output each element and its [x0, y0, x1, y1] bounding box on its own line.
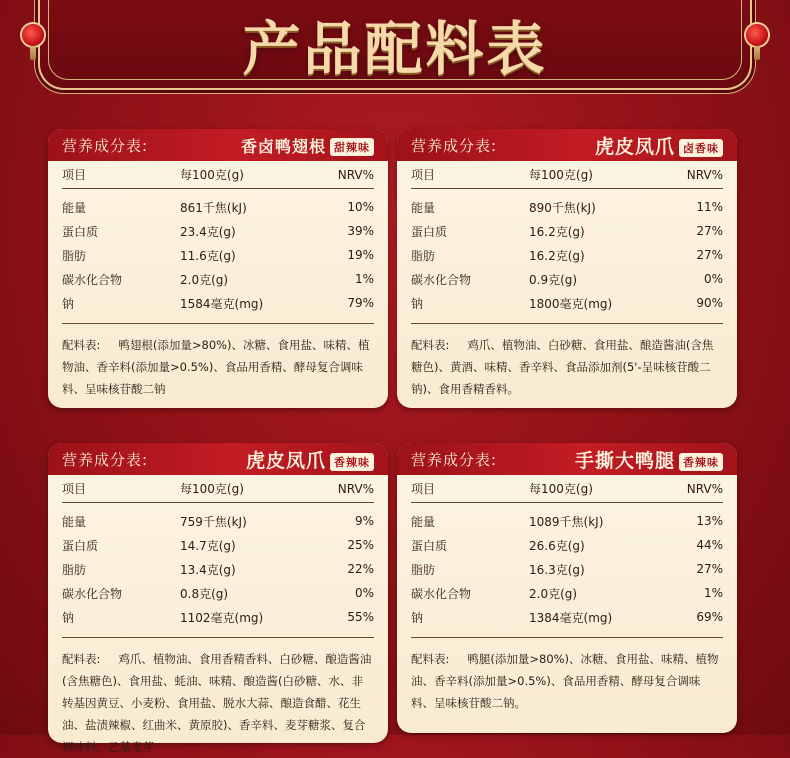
card-header: [48, 129, 388, 161]
ingredients-label: 配料表:: [411, 652, 450, 666]
nutrition-table: [397, 161, 737, 324]
nutrition-table: [397, 475, 737, 638]
ingredients-text: [397, 324, 737, 400]
col-header-nrv: NRV%: [337, 481, 374, 496]
table-header: [411, 475, 723, 503]
ingredients-text: [48, 638, 388, 758]
nutrition-table: [48, 475, 388, 638]
nutrition-card: [397, 129, 737, 408]
nutrition-table-label: 营养成分表:: [411, 450, 498, 469]
table-row: 能量 1089千焦(kJ) 13%: [411, 514, 723, 529]
nutrition-table: [48, 161, 388, 324]
table-row: 钠 1584毫克(mg) 79%: [62, 296, 374, 311]
ingredients-label: 配料表:: [62, 338, 101, 352]
flavor-badge: 甜辣味: [330, 138, 374, 156]
nutrition-table-label: 营养成分表:: [62, 136, 149, 155]
col-header-per100: 每100克(g): [180, 168, 244, 182]
table-row: 脂肪 13.4克(g) 22%: [62, 562, 374, 577]
col-header-per100: 每100克(g): [529, 168, 593, 182]
table-row: 能量 890千焦(kJ) 11%: [411, 200, 723, 215]
ingredients-list: 鸡爪、植物油、白砂糖、食用盐、酿造酱油(含焦糖色)、黄酒、味精、香辛料、食品添加剂(5'-呈味核苷酸二钠)、食用香精香料。: [411, 338, 714, 396]
table-row: 碳水化合物 2.0克(g) 1%: [411, 586, 723, 601]
table-row: 钠 1102毫克(mg) 55%: [62, 610, 374, 625]
nutrition-table-label: 营养成分表:: [411, 136, 498, 155]
table-row: 碳水化合物 0.8克(g) 0%: [62, 586, 374, 601]
card-header: [397, 129, 737, 161]
col-header-per100: 每100克(g): [529, 482, 593, 496]
ingredients-list: 鸭腿(添加量>80%)、冰糖、食用盐、味精、植物油、香辛料(添加量>0.5%)、食品用香精、酵母复合调味料、呈味核苷酸二钠。: [411, 652, 719, 710]
col-header-item: 项目: [62, 168, 87, 182]
ingredients-text: [397, 638, 737, 714]
col-header-per100: 每100克(g): [180, 482, 244, 496]
nutrition-card: [48, 129, 388, 408]
card-header: [397, 443, 737, 475]
table-row: 碳水化合物 2.0克(g) 1%: [62, 272, 374, 287]
nutrition-card: [397, 443, 737, 733]
product-name: 香卤鸭翅根 甜辣味: [241, 134, 374, 157]
ingredients-label: 配料表:: [62, 652, 101, 666]
table-header: [62, 161, 374, 189]
page-title: 产品配料表: [242, 15, 548, 83]
flavor-badge: 卤香味: [679, 139, 723, 157]
table-row: 蛋白质 16.2克(g) 27%: [411, 224, 723, 239]
ingredients-label: 配料表:: [411, 338, 450, 352]
col-header-nrv: NRV%: [686, 481, 723, 496]
card-header: [48, 443, 388, 475]
table-row: 能量 861千焦(kJ) 10%: [62, 200, 374, 215]
product-name: 虎皮凤爪 香辣味: [246, 446, 374, 473]
table-row: 钠 1800毫克(mg) 90%: [411, 296, 723, 311]
table-row: 蛋白质 26.6克(g) 44%: [411, 538, 723, 553]
col-header-item: 项目: [411, 482, 436, 496]
table-row: 蛋白质 23.4克(g) 39%: [62, 224, 374, 239]
ingredients-list: 鸡爪、植物油、食用香精香料、白砂糖、酿造酱油(含焦糖色)、食用盐、蚝油、味精、酿造酱(白砂糖、水、非转基因黄豆、小麦粉、食用盐、脱水大蒜、酿造食醋、花生油、盐渍辣椒、红曲米、黄原胶)、香辛料、麦芽糖浆、复合调味料、乙基麦芽: [62, 652, 372, 754]
col-header-item: 项目: [62, 482, 87, 496]
table-row: 碳水化合物 0.9克(g) 0%: [411, 272, 723, 287]
nutrition-table-label: 营养成分表:: [62, 450, 149, 469]
table-row: 脂肪 11.6克(g) 19%: [62, 248, 374, 263]
flavor-badge: 香辣味: [330, 453, 374, 471]
table-row: 钠 1384毫克(mg) 69%: [411, 610, 723, 625]
table-header: [411, 161, 723, 189]
chinese-knot-icon: [22, 24, 44, 46]
col-header-nrv: NRV%: [686, 167, 723, 182]
col-header-item: 项目: [411, 168, 436, 182]
product-name: 虎皮凤爪 卤香味: [595, 132, 723, 159]
table-row: 能量 759千焦(kJ) 9%: [62, 514, 374, 529]
table-row: 脂肪 16.2克(g) 27%: [411, 248, 723, 263]
ingredients-list: 鸭翅根(添加量>80%)、冰糖、食用盐、味精、植物油、香辛料(添加量>0.5%)、食品用香精、酵母复合调味料、呈味核苷酸二钠: [62, 338, 370, 396]
table-row: 脂肪 16.3克(g) 27%: [411, 562, 723, 577]
product-name: 手撕大鸭腿 香辣味: [575, 446, 723, 473]
title-banner: [38, 0, 752, 90]
flavor-badge: 香辣味: [679, 453, 723, 471]
chinese-knot-icon: [746, 24, 768, 46]
table-row: 蛋白质 14.7克(g) 25%: [62, 538, 374, 553]
ingredients-text: [48, 324, 388, 400]
col-header-nrv: NRV%: [337, 167, 374, 182]
table-header: [62, 475, 374, 503]
nutrition-card: [48, 443, 388, 754]
